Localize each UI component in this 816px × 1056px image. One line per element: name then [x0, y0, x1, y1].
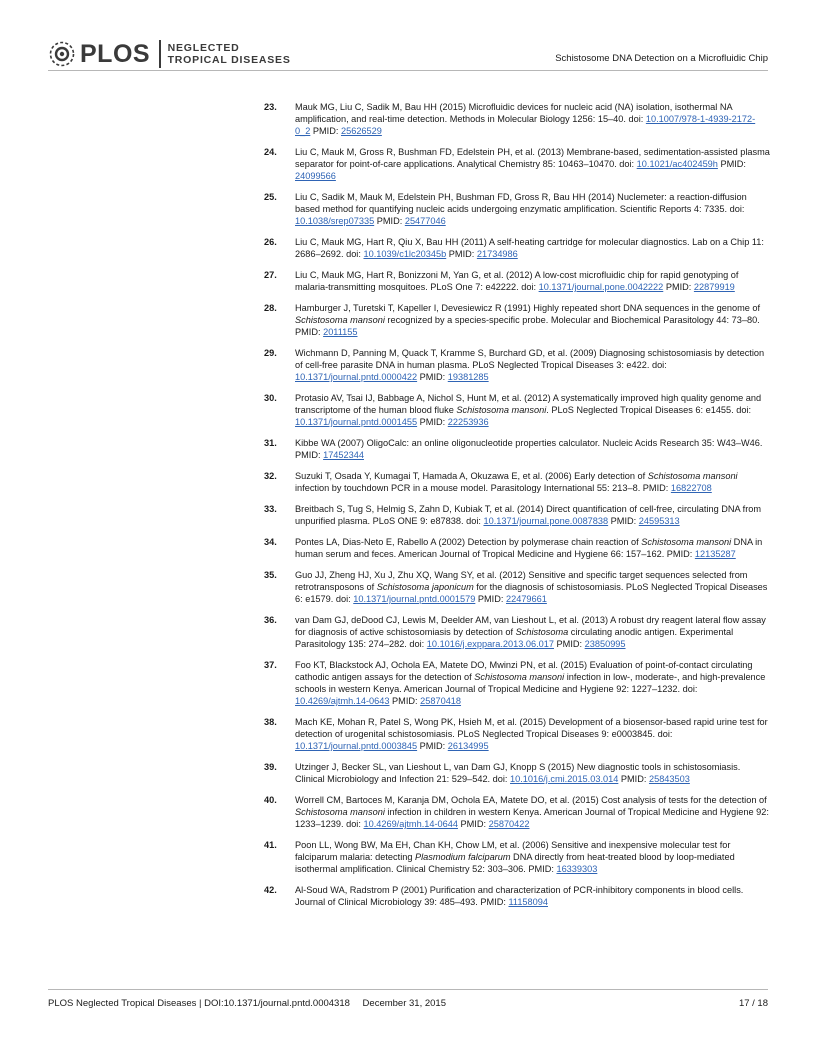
footer-divider: [48, 989, 768, 990]
reference-item: [264, 614, 770, 650]
reference-segment: PMID:: [475, 594, 506, 604]
reference-segment: Hamburger J, Turetski T, Kapeller I, Devesiewicz R (1991) Highly repeated short DNA sequences in the genome of: [295, 303, 761, 313]
reference-link[interactable]: 17452344: [323, 450, 364, 460]
reference-segment: Protasio AV, Tsai IJ, Babbage A, Nichol S, Hunt M, et al. (2012) A systematically improved high quality genome and transcriptome of the human blood fluke: [295, 393, 762, 415]
reference-text: [295, 503, 770, 527]
reference-segment: Utzinger J, Becker SL, van Lieshout L, van Dam GJ, Knopp S (2015) New diagnostic tools in schistosomiasis. Clinical Microbiology and Infection 21: 529–542. doi:: [295, 762, 741, 784]
reference-link[interactable]: 25843503: [648, 774, 690, 784]
reference-text: [295, 269, 770, 293]
reference-number: 32.: [264, 471, 277, 481]
reference-number: 34.: [264, 537, 277, 547]
reference-text: [295, 569, 770, 605]
reference-segment: PMID:: [554, 639, 585, 649]
reference-link[interactable]: 25477046: [404, 216, 446, 226]
reference-segment: PMID:: [310, 126, 341, 136]
reference-link[interactable]: 16339303: [556, 864, 598, 874]
reference-item: [264, 437, 770, 461]
reference-number: 29.: [264, 348, 277, 358]
reference-link[interactable]: 21734986: [476, 249, 518, 259]
reference-segment: Liu C, Sadik M, Mauk M, Edelstein PH, Bushman FD, Gross R, Bau HH (2014) Nuclemeter: a reaction-diffusion based method for quantifying nucleic acids undergoing enzymatic amplification. Scientific Reports 4: 7335. doi:: [295, 192, 747, 214]
reference-link[interactable]: 10.1371/journal.pone.0042222: [538, 282, 664, 292]
reference-number: 27.: [264, 270, 277, 280]
reference-segment: Suzuki T, Osada Y, Kumagai T, Hamada A, Okuzawa E, et al. (2006) Early detection of: [295, 471, 648, 481]
footer-journal-doi: PLOS Neglected Tropical Diseases | DOI:10.1371/journal.pntd.0004318: [48, 998, 350, 1009]
reference-number: 40.: [264, 795, 277, 805]
reference-segment: for the diagnosis of schistosomiasis. PLoS Neglected Tropical Diseases 6: e1579. doi:: [295, 582, 768, 604]
reference-segment: . PLoS Neglected Tropical Diseases 6: e1455. doi:: [546, 405, 752, 415]
reference-link[interactable]: 11158094: [508, 897, 548, 907]
reference-number: 42.: [264, 885, 277, 895]
reference-link[interactable]: 10.4269/ajtmh.14-0643: [295, 696, 390, 706]
reference-link[interactable]: 22879919: [693, 282, 735, 292]
species-name: Schistosoma mansoni: [641, 537, 732, 547]
reference-text: [295, 470, 770, 494]
reference-text: [295, 437, 770, 461]
reference-item: [264, 236, 770, 260]
reference-link[interactable]: 12135287: [694, 549, 736, 559]
reference-number: 23.: [264, 102, 277, 112]
reference-segment: infection in children in western Kenya. American Journal of Tropical Medicine and Hygiene 92: 1233–1239. doi:: [295, 807, 769, 829]
reference-link[interactable]: 22479661: [505, 594, 547, 604]
reference-text: [295, 884, 770, 908]
reference-segment: Foo KT, Blackstock AJ, Ochola EA, Matete DO, Mwinzi PN, et al. (2015) Evaluation of point-of-contact circulating cathodic antigen assays for the detection of: [295, 660, 753, 682]
reference-item: [264, 503, 770, 527]
reference-text: [295, 392, 770, 428]
reference-segment: infection in low-, moderate-, and high-prevalence schools in western Kenya. American Journal of Tropical Medicine and Hygiene 92: 1227–1232. doi:: [295, 672, 766, 694]
reference-item: [264, 302, 770, 338]
reference-number: 38.: [264, 717, 277, 727]
reference-link[interactable]: 10.1016/j.exppara.2013.06.017: [426, 639, 554, 649]
reference-segment: PMID:: [389, 696, 421, 706]
reference-text: [295, 191, 770, 227]
reference-segment: DNA directly from heat-treated blood by loop-mediated isothermal amplification. Clinical Chemistry 52: 303–306. PMID:: [295, 852, 735, 874]
reference-link[interactable]: 23850995: [584, 639, 626, 649]
reference-link[interactable]: 10.1371/journal.pntd.0001455: [295, 417, 418, 427]
running-title: Schistosome DNA Detection on a Microfluidic Chip: [555, 53, 768, 64]
reference-item: [264, 101, 770, 137]
reference-link[interactable]: 10.1038/srep07335: [295, 216, 375, 226]
reference-segment: Guo JJ, Zheng HJ, Xu J, Zhu XQ, Wang SY, et al. (2012) Sensitive and specific target sequences selected from retrotransposons of: [295, 570, 748, 592]
species-name: Schistosoma mansoni: [295, 807, 385, 817]
reference-number: 41.: [264, 840, 277, 850]
species-name: Plasmodium falciparum: [415, 852, 511, 862]
reference-number: 30.: [264, 393, 277, 403]
reference-item: [264, 347, 770, 383]
reference-text: [295, 761, 770, 785]
reference-number: 37.: [264, 660, 277, 670]
reference-link[interactable]: 24595313: [638, 516, 680, 526]
reference-text: [295, 839, 770, 875]
reference-text: [295, 302, 770, 338]
reference-text: [295, 347, 770, 383]
journal-name: [168, 42, 291, 66]
reference-link[interactable]: 10.1039/c1lc20345b: [363, 249, 447, 259]
reference-number: 36.: [264, 615, 277, 625]
reference-link[interactable]: 25870418: [420, 696, 462, 706]
reference-text: [295, 236, 770, 260]
logo-divider: [159, 40, 161, 68]
reference-text: [295, 614, 770, 650]
footer-date: December 31, 2015: [362, 998, 446, 1009]
page-header: [0, 0, 816, 80]
page-footer: [48, 998, 768, 1009]
reference-link[interactable]: 25870422: [488, 819, 530, 829]
species-name: Schistosoma mansoni: [647, 471, 738, 481]
reference-segment: circulating anodic antigen. Experimental Parasitology 135: 274–282. doi:: [295, 627, 734, 649]
reference-segment: Liu C, Mauk MG, Hart R, Bonizzoni M, Yan G, et al. (2012) A low-cost microfluidic chip for rapid genotyping of malaria-transmitting mosquitoes. PLoS One 7: e42222. doi:: [295, 270, 739, 292]
reference-item: [264, 536, 770, 560]
reference-segment: PMID:: [417, 372, 448, 382]
reference-number: 24.: [264, 147, 277, 157]
species-name: Schistosoma mansoni: [474, 672, 565, 682]
logo-wordmark: PLOS: [80, 39, 151, 68]
page-number: 17 / 18: [738, 998, 768, 1009]
species-name: Schistosoma japonicum: [376, 582, 474, 592]
reference-link[interactable]: 10.4269/ajtmh.14-0644: [363, 819, 458, 829]
reference-text: [295, 794, 770, 830]
reference-item: [264, 761, 770, 785]
reference-link[interactable]: 24099566: [295, 171, 336, 181]
reference-text: [295, 146, 770, 182]
reference-number: 26.: [264, 237, 277, 247]
reference-segment: PMID:: [374, 216, 405, 226]
reference-segment: DNA in human serum and feces. American Journal of Tropical Medicine and Hygiene 66: 157–162. PMID:: [295, 537, 763, 559]
reference-number: 28.: [264, 303, 277, 313]
reference-segment: Mach KE, Mohan R, Patel S, Wong PK, Hsieh M, et al. (2015) Development of a biosensor-based rapid urine test for detection of urogenital schistosomiasis. PLoS Neglected Tropical Diseases 9: e0003845. doi:: [295, 717, 768, 739]
reference-link[interactable]: 22253936: [447, 417, 489, 427]
reference-item: [264, 884, 770, 908]
reference-segment: PMID:: [457, 819, 489, 829]
reference-item: [264, 794, 770, 830]
reference-segment: Mauk MG, Liu C, Sadik M, Bau HH (2015) Microfluidic devices for nucleic acid (NA) isolation, isothermal NA amplification, and real-time detection. Methods in Molecular Biology 1256: 15–40. doi:: [295, 102, 733, 124]
reference-number: 25.: [264, 192, 277, 202]
reference-item: [264, 392, 770, 428]
reference-number: 31.: [264, 438, 277, 448]
reference-segment: Kibbe WA (2007) OligoCalc: an online oligonucleotide properties calculator. Nucleic Acids Research 35: W43–W46. PMID:: [295, 438, 763, 460]
reference-segment: Liu C, Mauk M, Gross R, Bushman FD, Edelstein PH, et al. (2013) Membrane-based, sedimentation-assisted plasma separator for point-of-care applications. Analytical Chemistry 85: 10463–10470. doi:: [295, 147, 770, 169]
reference-link[interactable]: 10.1371/journal.pntd.0001579: [353, 594, 476, 604]
journal-name-line2: TROPICAL DISEASES: [167, 54, 291, 66]
species-name: Schistosoma mansoni: [456, 405, 547, 415]
reference-number: 35.: [264, 570, 277, 580]
reference-item: [264, 269, 770, 293]
journal-name-line1: NEGLECTED: [167, 42, 240, 54]
reference-segment: recognized by a species-specific probe. Molecular and Biochemical Parasitology 44: 73–80. PMID:: [295, 315, 760, 337]
plos-logo[interactable]: [48, 36, 291, 72]
reference-segment: Pontes LA, Dias-Neto E, Rabello A (2002) Detection by polymerase chain reaction of: [295, 537, 642, 547]
reference-segment: Liu C, Mauk MG, Hart R, Qiu X, Bau HH (2011) A self-heating cartridge for molecular diagnostics. Lab on a Chip 11: 2686–2692. doi:: [295, 237, 764, 259]
reference-segment: PMID:: [417, 741, 448, 751]
species-name: Schistosoma: [515, 627, 569, 637]
reference-link[interactable]: 25626529: [340, 126, 382, 136]
header-divider: [48, 70, 768, 71]
reference-segment: PMID:: [663, 282, 694, 292]
reference-segment: Breitbach S, Tug S, Helmig S, Zahn D, Kubiak T, et al. (2014) Direct quantification of cell-free, circulating DNA from unpurified plasma. PLoS ONE 9: e87838. doi:: [295, 504, 762, 526]
reference-link[interactable]: 10.1021/ac402459h: [636, 159, 718, 169]
reference-segment: PMID:: [417, 417, 448, 427]
reference-segment: PMID:: [608, 516, 639, 526]
reference-link[interactable]: 26134995: [447, 741, 489, 751]
reference-text: [295, 101, 770, 137]
reference-number: 33.: [264, 504, 277, 514]
reference-item: [264, 191, 770, 227]
reference-link[interactable]: 10.1007/978-1-4939-2172-0_2: [295, 114, 756, 136]
reference-number: 39.: [264, 762, 277, 772]
reference-text: [295, 716, 770, 752]
reference-link[interactable]: 19381285: [447, 372, 489, 382]
reference-link[interactable]: 16822708: [670, 483, 712, 493]
reference-item: [264, 716, 770, 752]
reference-segment: PMID:: [717, 159, 746, 169]
reference-item: [264, 146, 770, 182]
reference-link[interactable]: 10.1016/j.cmi.2015.03.014: [510, 774, 619, 784]
reference-item: [264, 569, 770, 605]
reference-item: [264, 839, 770, 875]
reference-link[interactable]: 10.1371/journal.pntd.0000422: [295, 372, 418, 382]
reference-segment: van Dam GJ, deDood CJ, Lewis M, Deelder AM, van Lieshout L, et al. (2013) A robust dry reagent lateral flow assay for diagnosis of active schistosomiasis by detection of: [295, 615, 766, 637]
reference-segment: infection by touchdown PCR in a mouse model. Parasitology International 55: 213–8. PMID:: [295, 483, 671, 493]
reference-segment: Al-Soud WA, Radstrom P (2001) Purification and characterization of PCR-inhibitory components in blood cells. Journal of Clinical Microbiology 39: 485–493. PMID:: [295, 885, 744, 907]
reference-segment: Poon LL, Wong BW, Ma EH, Chan KH, Chow LM, et al. (2006) Sensitive and inexpensive molecular test for falciparum malaria: detecting: [295, 840, 731, 862]
reference-list: [264, 101, 770, 917]
reference-item: [264, 659, 770, 707]
reference-text: [295, 659, 770, 707]
species-name: Schistosoma mansoni: [295, 315, 385, 325]
reference-segment: Worrell CM, Bartoces M, Karanja DM, Ochola EA, Matete DO, et al. (2015) Cost analysis of tests for the detection of: [295, 795, 767, 805]
plos-logo-icon: [48, 40, 76, 68]
reference-segment: Wichmann D, Panning M, Quack T, Kramme S, Burchard GD, et al. (2009) Diagnosing schistosomiasis by detection of cell-free parasite DNA in human plasma. PLoS Neglected Tropical Diseases 3: e422. doi:: [295, 348, 765, 370]
reference-link[interactable]: 10.1371/journal.pntd.0003845: [295, 741, 418, 751]
reference-text: [295, 536, 770, 560]
reference-link[interactable]: 10.1371/journal.pone.0087838: [483, 516, 609, 526]
reference-segment: PMID:: [446, 249, 477, 259]
reference-segment: PMID:: [618, 774, 649, 784]
reference-item: [264, 470, 770, 494]
reference-link[interactable]: 2011155: [323, 327, 358, 337]
